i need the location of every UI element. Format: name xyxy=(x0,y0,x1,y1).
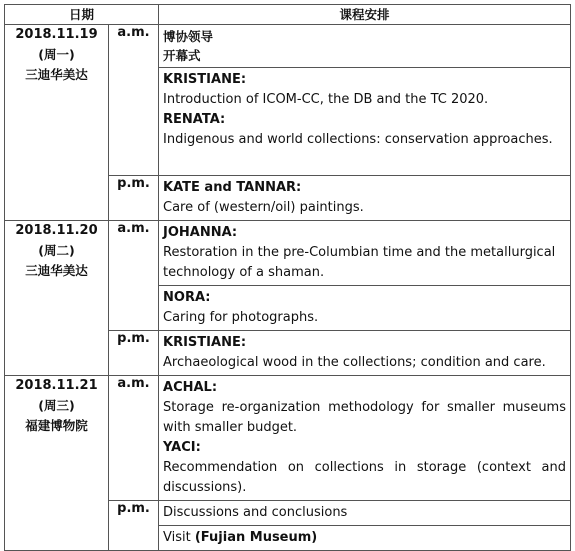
period-pm: p.m. xyxy=(109,331,159,376)
day-2-date-cell xyxy=(5,221,109,376)
session-topic: Caring for photographs. xyxy=(163,310,319,325)
session-block xyxy=(159,331,570,375)
day-weekday: (周一) xyxy=(38,47,75,62)
day-1-am-sessions xyxy=(159,25,571,176)
day-venue: 三迪华美达 xyxy=(25,263,88,278)
day-weekday: (周二) xyxy=(38,243,75,258)
day-1-pm-sessions xyxy=(159,176,571,221)
session-topic: Archaeological wood in the collections; condition and care. xyxy=(163,355,546,370)
session-speaker: KRISTIANE: xyxy=(163,335,247,350)
session-block xyxy=(159,285,570,330)
day-3-am-sessions xyxy=(159,376,571,501)
schedule-column-header: 课程安排 xyxy=(159,5,571,25)
schedule-table xyxy=(4,4,571,551)
day-3-date-cell xyxy=(5,376,109,551)
visit-prefix: Visit xyxy=(163,530,195,545)
discussion-block xyxy=(159,501,570,525)
session-topic: Indigenous and world collections: conservation approaches. xyxy=(163,132,553,147)
day-2-pm-sessions xyxy=(159,331,571,376)
day-date: 2018.11.19 xyxy=(15,27,98,42)
session-topic: Storage re-organization methodology for smaller museums with smaller budget. xyxy=(163,400,566,435)
session-speaker: KATE and TANNAR: xyxy=(163,180,302,195)
session-block xyxy=(159,67,570,152)
day-venue: 福建博物院 xyxy=(25,418,88,433)
discussion-text: Discussions and conclusions xyxy=(163,505,348,520)
visit-line xyxy=(163,528,566,548)
day-date: 2018.11.20 xyxy=(15,223,98,238)
session-topic: Introduction of ICOM-CC, the DB and the TC 2020. xyxy=(163,92,489,107)
period-pm: p.m. xyxy=(109,176,159,221)
header-row xyxy=(5,5,571,25)
visit-block xyxy=(159,526,570,550)
session-speaker: RENATA: xyxy=(163,112,226,127)
day-3-am-row xyxy=(5,376,571,501)
session-speaker: YACI: xyxy=(163,440,201,455)
session-speaker: NORA: xyxy=(163,290,211,305)
session-topic: Recommendation on collections in storage (context and discussions). xyxy=(163,460,566,495)
session-topic: Restoration in the pre-Columbian time and the metallurgical technology of a shaman. xyxy=(163,245,556,280)
session-speaker: ACHAL: xyxy=(163,380,218,395)
day-3-pm-visit xyxy=(159,526,571,551)
session-topic: Care of (western/oil) paintings. xyxy=(163,200,364,215)
period-am: a.m. xyxy=(109,376,159,501)
opening-line: 开幕式 xyxy=(163,48,201,63)
opening-block xyxy=(159,25,570,67)
period-pm: p.m. xyxy=(109,501,159,551)
visit-place: (Fujian Museum) xyxy=(194,530,318,545)
day-weekday: (周三) xyxy=(38,398,75,413)
session-speaker: JOHANNA: xyxy=(163,225,238,240)
date-column-header: 日期 xyxy=(5,5,159,25)
day-2-am-sessions xyxy=(159,221,571,331)
day-venue: 三迪华美达 xyxy=(25,67,88,82)
day-date: 2018.11.21 xyxy=(15,378,98,393)
day-1-date-cell xyxy=(5,25,109,221)
session-block xyxy=(159,176,570,220)
session-block xyxy=(159,376,570,500)
opening-line: 博协领导 xyxy=(163,29,214,44)
session-speaker: KRISTIANE: xyxy=(163,72,247,87)
day-1-am-row xyxy=(5,25,571,176)
day-2-am-row xyxy=(5,221,571,331)
day-3-pm-discussion xyxy=(159,501,571,526)
period-am: a.m. xyxy=(109,25,159,176)
session-block xyxy=(159,221,570,285)
period-am: a.m. xyxy=(109,221,159,331)
